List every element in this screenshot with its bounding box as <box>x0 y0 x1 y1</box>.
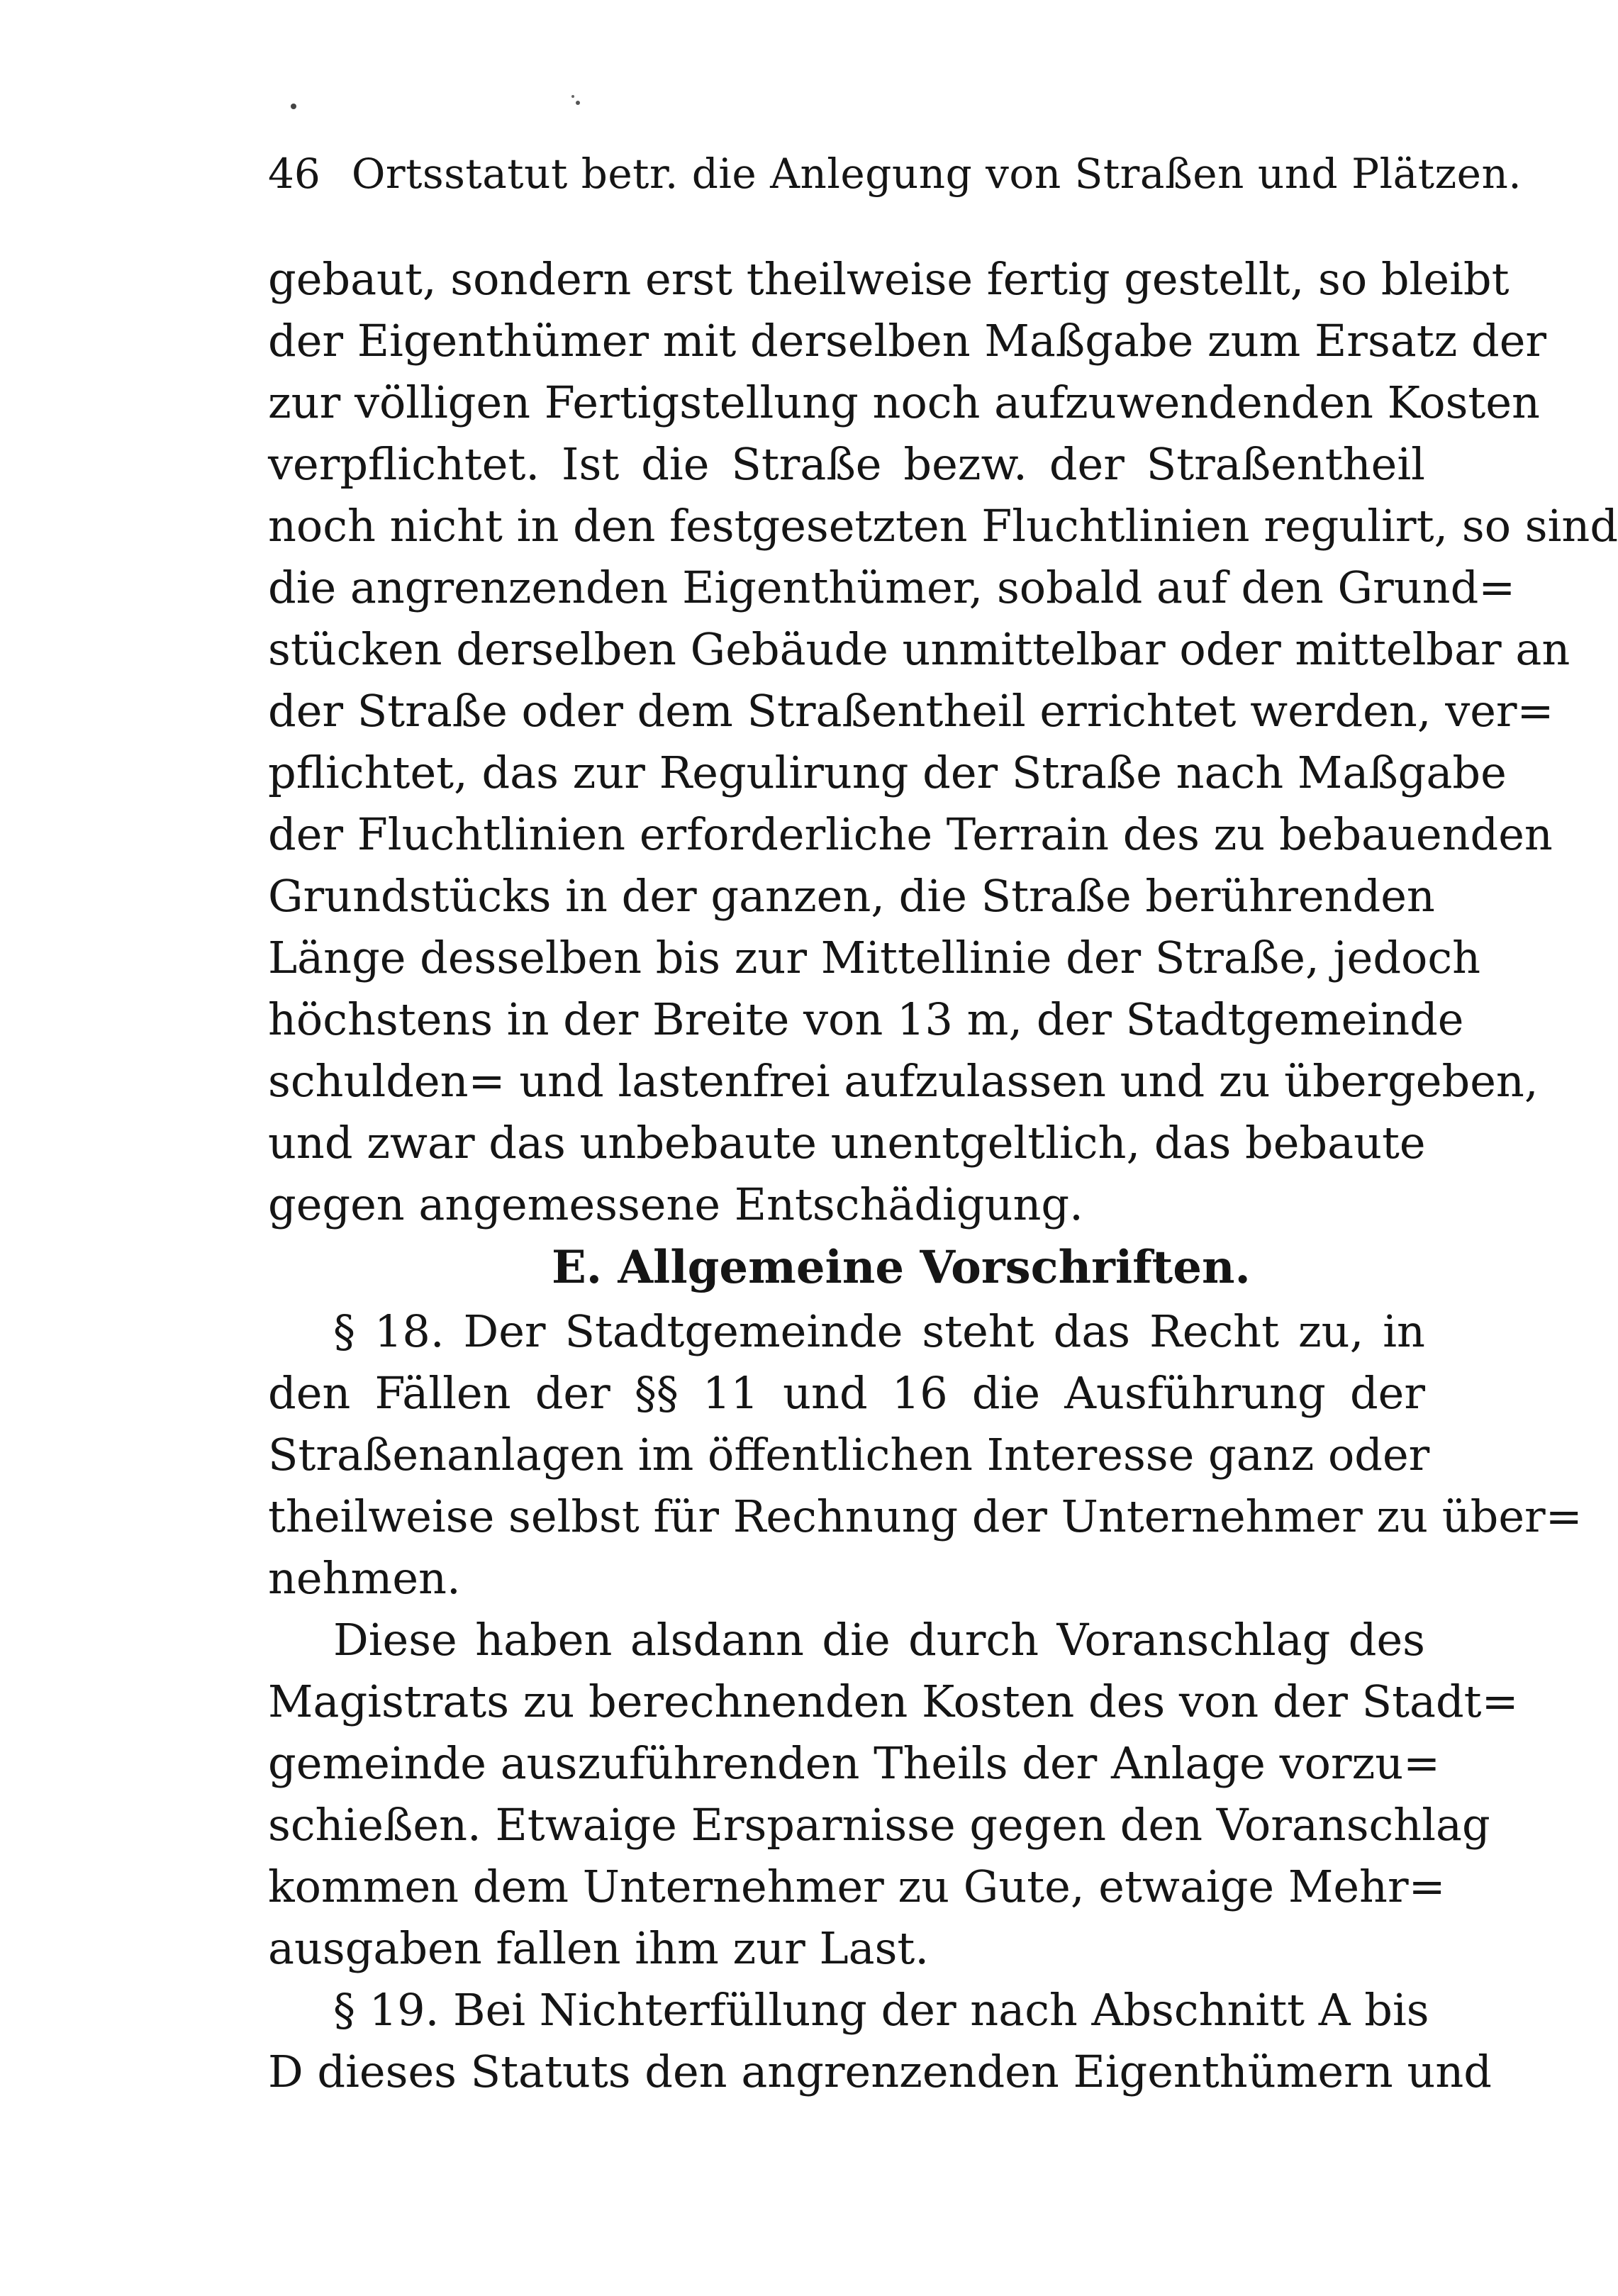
section-heading: E. Allgemeine Vorschriften. <box>552 1241 1251 1294</box>
text-line: der Straße oder dem Straßentheil errichtet werden, ver= <box>268 685 1554 737</box>
text-line: noch nicht in den festgesetzten Fluchtlinien regulirt, so sind <box>268 500 1618 552</box>
running-title: Ortsstatut betr. die Anlegung von Straßen und Plätzen. <box>351 150 1522 198</box>
text-line: § 18. Der Stadtgemeinde steht das Recht zu, in <box>333 1305 1425 1357</box>
text-line: theilweise selbst für Rechnung der Unternehmer zu über= <box>268 1490 1583 1542</box>
text-line: kommen dem Unternehmer zu Gute, etwaige Mehr= <box>268 1861 1446 1912</box>
text-line: gegen angemessene Entschädigung. <box>268 1178 1083 1230</box>
text-line: zur völligen Fertigstellung noch aufzuwendenden Kosten <box>268 377 1540 428</box>
text-line: und zwar das unbebaute unentgeltlich, das bebaute <box>268 1117 1426 1169</box>
text-line: D dieses Statuts den angrenzenden Eigenthümern und <box>268 2046 1492 2097</box>
text-line: Länge desselben bis zur Mittellinie der Straße, jedoch <box>268 932 1480 983</box>
text-line: stücken derselben Gebäude unmittelbar oder mittelbar an <box>268 623 1570 675</box>
text-line: Magistrats zu berechnenden Kosten des von der Stadt= <box>268 1676 1519 1727</box>
text-line: nehmen. <box>268 1552 461 1604</box>
text-line: gebaut, sondern erst theilweise fertig gestellt, so bleibt <box>268 253 1510 305</box>
page-number: 46 <box>268 150 320 198</box>
text-line: ausgaben fallen ihm zur Last. <box>268 1922 930 1974</box>
text-line: die angrenzenden Eigenthümer, sobald auf den Grund= <box>268 562 1516 613</box>
text-line: Grundstücks in der ganzen, die Straße berührenden <box>268 870 1435 922</box>
text-line: schießen. Etwaige Ersparnisse gegen den Voranschlag <box>268 1799 1490 1851</box>
body-text <box>268 248 1618 2102</box>
text-line: Diese haben alsdann die durch Voranschlag des <box>333 1614 1425 1666</box>
text-line: verpflichtet. Ist die Straße bezw. der Straßentheil <box>268 438 1425 490</box>
text-line: pflichtet, das zur Regulirung der Straße nach Maßgabe <box>268 747 1507 798</box>
text-line: der Eigenthümer mit derselben Maßgabe zum Ersatz der <box>268 315 1547 367</box>
text-line: schulden= und lastenfrei aufzulassen und zu übergeben, <box>268 1055 1539 1107</box>
text-line: Straßenanlagen im öffentlichen Interesse ganz oder <box>268 1429 1430 1481</box>
text-line: der Fluchtlinien erforderliche Terrain des zu bebauenden <box>268 808 1553 860</box>
text-line: § 19. Bei Nichterfüllung der nach Abschnitt A bis <box>333 1984 1429 2036</box>
text-line: höchstens in der Breite von 13 m, der Stadtgemeinde <box>268 993 1464 1045</box>
text-line: gemeinde auszuführenden Theils der Anlage vorzu= <box>268 1737 1441 1789</box>
text-line: den Fällen der §§ 11 und 16 die Ausführung der <box>268 1367 1425 1419</box>
page-header <box>268 142 1522 206</box>
